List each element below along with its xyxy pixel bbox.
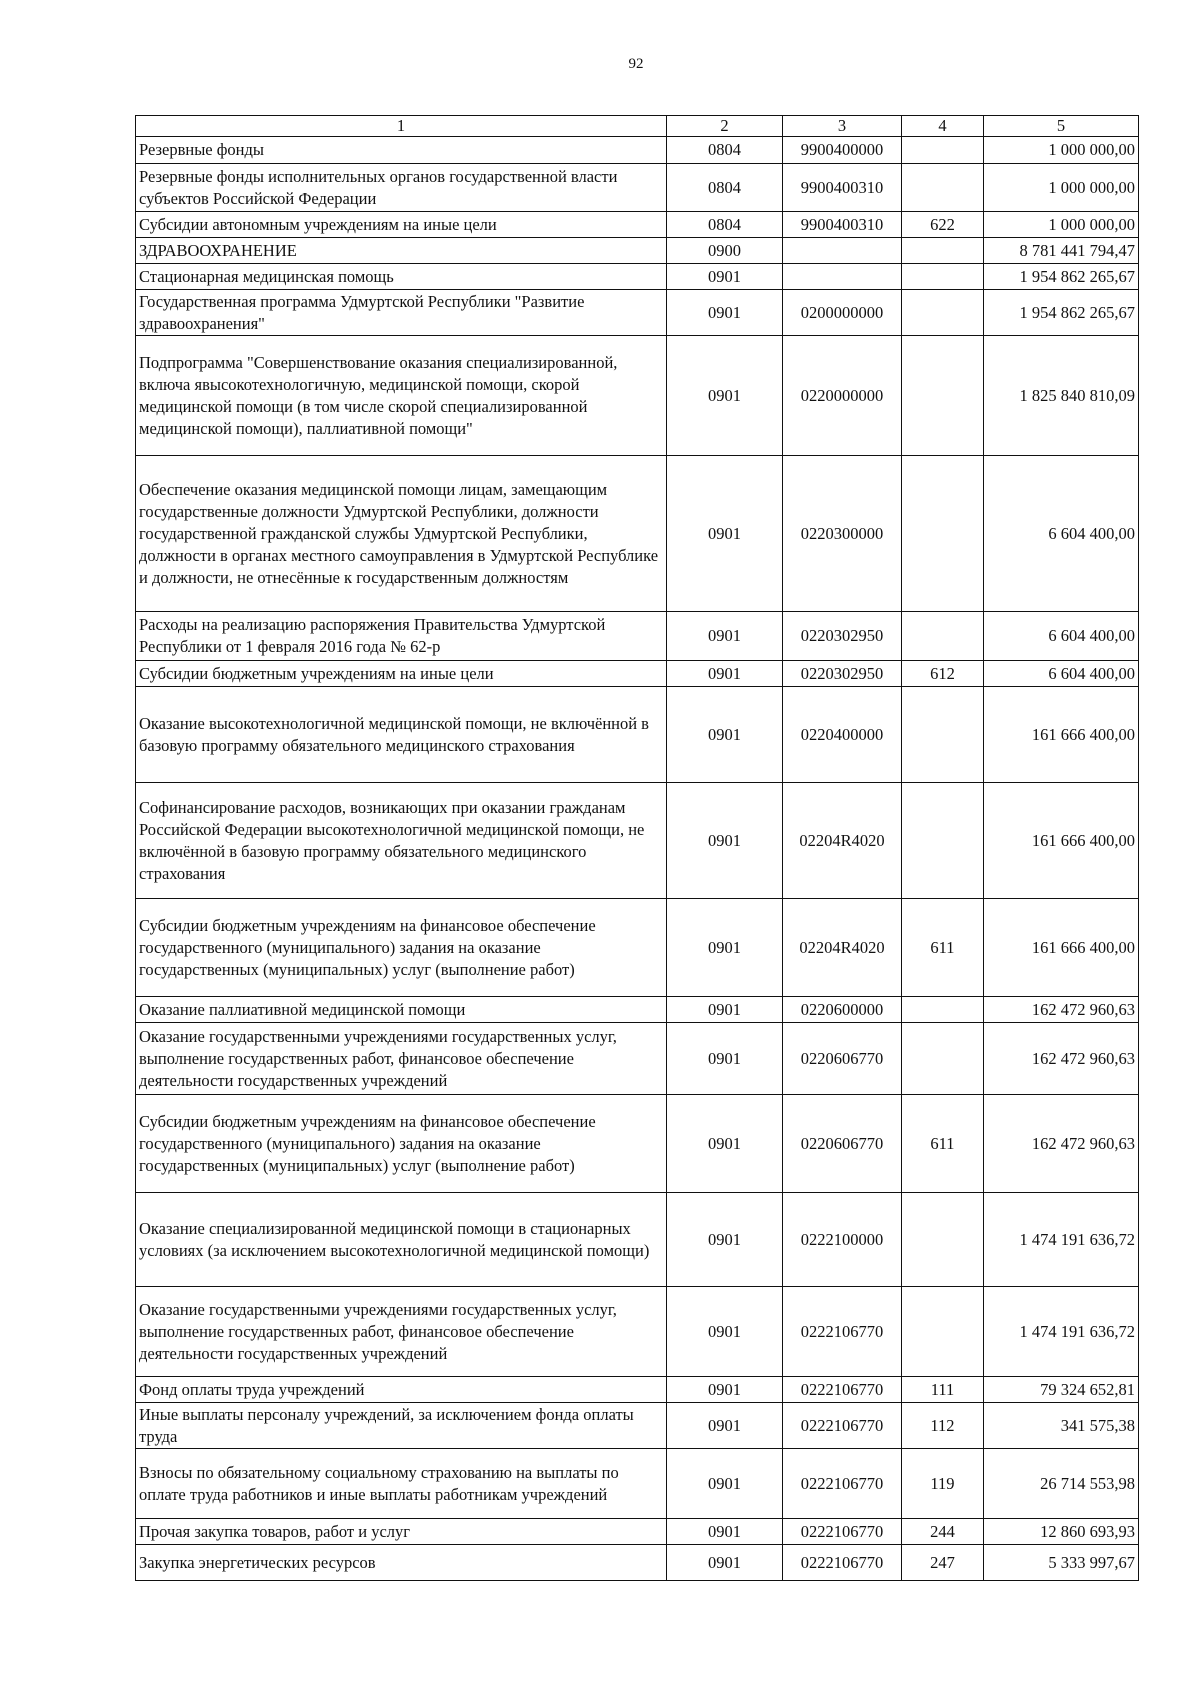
row-section-code: 0901 [667,336,783,456]
row-amount: 162 472 960,63 [984,1095,1139,1193]
row-target-code: 9900400310 [783,164,902,212]
row-amount: 12 860 693,93 [984,1519,1139,1545]
row-section-code: 0901 [667,290,783,336]
row-name: Закупка энергетических ресурсов [136,1545,667,1581]
row-target-code: 0220000000 [783,336,902,456]
row-target-code: 0220300000 [783,456,902,612]
row-type-code [902,1287,984,1377]
table-row [136,238,1139,264]
row-target-code [783,238,902,264]
row-amount: 161 666 400,00 [984,899,1139,997]
row-target-code: 0200000000 [783,290,902,336]
row-name: Подпрограмма "Совершенствование оказания специализированной, включа явысокотехнологичную, медицинской помощи, скорой медицинской помощи (в том числе скорой специализированной медицинской помощи), паллиативной помощи" [136,336,667,456]
table-row [136,336,1139,456]
table-row [136,997,1139,1023]
row-section-code: 0901 [667,1287,783,1377]
table-row [136,1545,1139,1581]
row-amount: 1 000 000,00 [984,212,1139,238]
row-name: Расходы на реализацию распоряжения Правительства Удмуртской Республики от 1 февраля 2016 года № 62-р [136,612,667,661]
row-target-code: 0222106770 [783,1545,902,1581]
row-amount: 1 474 191 636,72 [984,1193,1139,1287]
row-amount: 161 666 400,00 [984,687,1139,783]
row-section-code: 0901 [667,1095,783,1193]
row-type-code: 119 [902,1449,984,1519]
table-row [136,137,1139,164]
row-type-code: 244 [902,1519,984,1545]
row-amount: 1 000 000,00 [984,164,1139,212]
row-target-code: 0222106770 [783,1403,902,1449]
row-type-code: 112 [902,1403,984,1449]
table-header-row [136,116,1139,137]
table-row [136,164,1139,212]
row-amount: 1 954 862 265,67 [984,264,1139,290]
row-target-code: 0220302950 [783,612,902,661]
row-section-code: 0901 [667,1449,783,1519]
row-type-code: 612 [902,661,984,687]
row-amount: 6 604 400,00 [984,612,1139,661]
row-target-code: 9900400000 [783,137,902,164]
table-row [136,456,1139,612]
row-name: Обеспечение оказания медицинской помощи лицам, замещающим государственные должности Удмуртской Республики, должности государственной гражданской службы Удмуртской Республики, должности в органах местного самоуправления в Удмуртской Республике и должности, не отнесённые к государственным должностям [136,456,667,612]
table-row [136,1193,1139,1287]
row-amount: 5 333 997,67 [984,1545,1139,1581]
row-name: Взносы по обязательному социальному страхованию на выплаты по оплате труда работников и иные выплаты работникам учреждений [136,1449,667,1519]
page-number: 92 [628,56,644,72]
row-section-code: 0901 [667,612,783,661]
row-type-code [902,137,984,164]
table-row [136,1023,1139,1095]
row-section-code: 0900 [667,238,783,264]
budget-table [135,115,1139,1581]
row-target-code: 0220606770 [783,1023,902,1095]
row-section-code: 0901 [667,1023,783,1095]
table-row [136,212,1139,238]
column-header: 3 [783,116,902,137]
row-target-code: 0222106770 [783,1287,902,1377]
row-name: Оказание специализированной медицинской помощи в стационарных условиях (за исключением высокотехнологичной медицинской помощи) [136,1193,667,1287]
row-section-code: 0901 [667,783,783,899]
column-header: 1 [136,116,667,137]
row-name: Государственная программа Удмуртской Республики "Развитие здравоохранения" [136,290,667,336]
row-section-code: 0804 [667,164,783,212]
row-section-code: 0901 [667,997,783,1023]
column-header: 2 [667,116,783,137]
row-target-code: 02204R4020 [783,783,902,899]
row-amount: 26 714 553,98 [984,1449,1139,1519]
row-name: Субсидии бюджетным учреждениям на финансовое обеспечение государственного (муниципального) задания на оказание государственных (муниципальных) услуг (выполнение работ) [136,1095,667,1193]
row-target-code: 0222100000 [783,1193,902,1287]
row-section-code: 0901 [667,1545,783,1581]
row-type-code: 111 [902,1377,984,1403]
row-name: Фонд оплаты труда учреждений [136,1377,667,1403]
row-amount: 8 781 441 794,47 [984,238,1139,264]
table-row [136,1519,1139,1545]
column-header: 4 [902,116,984,137]
row-name: Оказание государственными учреждениями государственных услуг, выполнение государственных работ, финансовое обеспечение деятельности государственных учреждений [136,1287,667,1377]
row-type-code: 247 [902,1545,984,1581]
row-amount: 1 954 862 265,67 [984,290,1139,336]
row-section-code: 0901 [667,456,783,612]
row-target-code: 0222106770 [783,1377,902,1403]
row-type-code [902,1193,984,1287]
row-target-code: 0222106770 [783,1519,902,1545]
row-name: Прочая закупка товаров, работ и услуг [136,1519,667,1545]
row-type-code [902,456,984,612]
table-row [136,1403,1139,1449]
row-name: Софинансирование расходов, возникающих при оказании гражданам Российской Федерации высокотехнологичной медицинской помощи, не включённой в базовую программу обязательного медицинского страхования [136,783,667,899]
row-type-code [902,1023,984,1095]
row-section-code: 0901 [667,687,783,783]
row-type-code [902,336,984,456]
table-row [136,899,1139,997]
row-amount: 341 575,38 [984,1403,1139,1449]
row-target-code: 02204R4020 [783,899,902,997]
row-amount: 1 474 191 636,72 [984,1287,1139,1377]
row-amount: 6 604 400,00 [984,456,1139,612]
row-target-code: 0220600000 [783,997,902,1023]
row-name: Резервные фонды [136,137,667,164]
row-type-code [902,290,984,336]
row-amount: 6 604 400,00 [984,661,1139,687]
row-name: Иные выплаты персоналу учреждений, за исключением фонда оплаты труда [136,1403,667,1449]
row-type-code: 622 [902,212,984,238]
row-amount: 1 825 840 810,09 [984,336,1139,456]
table-row [136,290,1139,336]
row-section-code: 0901 [667,264,783,290]
table-row [136,1095,1139,1193]
row-amount: 162 472 960,63 [984,1023,1139,1095]
row-target-code: 0222106770 [783,1449,902,1519]
table-row [136,264,1139,290]
table-row [136,661,1139,687]
row-amount: 162 472 960,63 [984,997,1139,1023]
row-type-code [902,238,984,264]
row-target-code: 0220606770 [783,1095,902,1193]
table-row [136,612,1139,661]
row-type-code [902,997,984,1023]
row-type-code [902,687,984,783]
row-name: Стационарная медицинская помощь [136,264,667,290]
row-name: Оказание государственными учреждениями государственных услуг, выполнение государственных работ, финансовое обеспечение деятельности государственных учреждений [136,1023,667,1095]
row-section-code: 0901 [667,1193,783,1287]
row-name: Оказание высокотехнологичной медицинской помощи, не включённой в базовую программу обязательного медицинского страхования [136,687,667,783]
row-name: Оказание паллиативной медицинской помощи [136,997,667,1023]
row-name: Субсидии бюджетным учреждениям на иные цели [136,661,667,687]
row-section-code: 0901 [667,1377,783,1403]
row-type-code [902,783,984,899]
row-target-code: 0220302950 [783,661,902,687]
row-section-code: 0901 [667,661,783,687]
table-row [136,687,1139,783]
row-target-code: 9900400310 [783,212,902,238]
table-row [136,1449,1139,1519]
row-target-code [783,264,902,290]
row-section-code: 0901 [667,1403,783,1449]
row-name: ЗДРАВООХРАНЕНИЕ [136,238,667,264]
row-type-code [902,612,984,661]
row-type-code [902,264,984,290]
row-type-code: 611 [902,1095,984,1193]
table-row [136,1377,1139,1403]
row-type-code [902,164,984,212]
row-name: Резервные фонды исполнительных органов государственной власти субъектов Российской Федерации [136,164,667,212]
column-header: 5 [984,116,1139,137]
row-target-code: 0220400000 [783,687,902,783]
row-amount: 1 000 000,00 [984,137,1139,164]
row-section-code: 0804 [667,212,783,238]
table-row [136,1287,1139,1377]
row-section-code: 0804 [667,137,783,164]
row-amount: 161 666 400,00 [984,783,1139,899]
row-amount: 79 324 652,81 [984,1377,1139,1403]
table-row [136,783,1139,899]
row-type-code: 611 [902,899,984,997]
row-section-code: 0901 [667,1519,783,1545]
row-section-code: 0901 [667,899,783,997]
row-name: Субсидии автономным учреждениям на иные цели [136,212,667,238]
row-name: Субсидии бюджетным учреждениям на финансовое обеспечение государственного (муниципального) задания на оказание государственных (муниципальных) услуг (выполнение работ) [136,899,667,997]
